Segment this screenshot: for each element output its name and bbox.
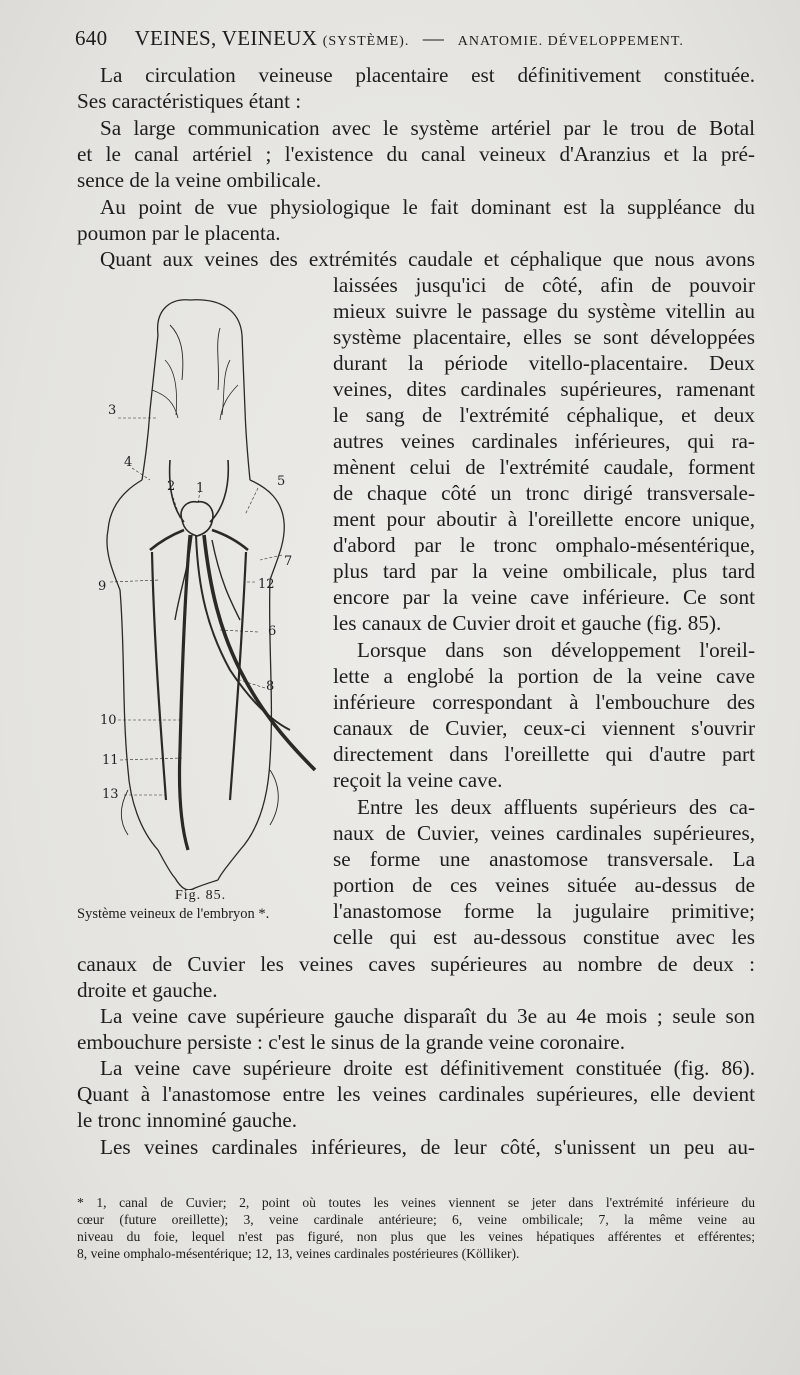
footnote-line: 8, veine omphalo-mésentérique; 12, 13, veines cardinales postérieures (Kölliker).: [77, 1246, 520, 1261]
text-line: inférieure correspondant à l'embouchure des: [333, 690, 755, 714]
text-line: droite et gauche.: [77, 978, 218, 1002]
figure-label: 9: [98, 579, 107, 594]
figure-label: 3: [108, 403, 117, 418]
header-title: VEINES, VEINEUX: [134, 26, 318, 50]
text-line: portion de ces veines située au-dessus de: [333, 873, 755, 897]
text-line: reçoit la veine cave.: [333, 768, 503, 792]
figure-label: 2: [167, 479, 176, 494]
figure-label: 4: [124, 455, 133, 470]
figure-caption: Système veineux de l'embryon *.: [77, 906, 270, 922]
text-line: système placentaire, elles se sont développées: [333, 325, 755, 349]
text-line: de chaque côté un tronc dirigé transversale-: [333, 481, 755, 505]
footnote-line: * 1, canal de Cuvier; 2, point où toutes les veines viennent se jeter dans l'extrémité inférieure du: [77, 1195, 755, 1210]
figure-label: 5: [277, 474, 286, 489]
figure-label: 12: [258, 577, 275, 592]
text-line: Quant à l'anastomose entre les veines cardinales supérieures, elle devient: [77, 1082, 755, 1106]
text-line: La veine cave supérieure droite est définitivement constituée (fig. 86).: [100, 1056, 755, 1080]
figure-label: 8: [266, 679, 275, 694]
text-line: Sa large communication avec le système artériel par le trou de Botal: [100, 116, 755, 140]
text-line: le sang de l'extrémité céphalique, et deux: [333, 403, 755, 427]
figure-label: 6: [268, 624, 277, 639]
text-line: embouchure persiste : c'est le sinus de la grande veine coronaire.: [77, 1030, 626, 1054]
text-line: le tronc innominé gauche.: [77, 1108, 298, 1132]
text-line: canaux de Cuvier, ceux-ci viennent s'ouvrir: [333, 716, 755, 740]
text-line: Entre les deux affluents supérieurs des ca-: [357, 795, 755, 819]
text-line: autres veines cardinales inférieures, qui ra-: [333, 429, 755, 453]
figure-label: 13: [102, 787, 119, 802]
header-section: ANATOMIE. DÉVELOPPEMENT.: [457, 34, 684, 49]
text-line: canaux de Cuvier les veines caves supérieures au nombre de deux :: [77, 952, 755, 976]
text-line: durant la période vitello-placentaire. Deux: [333, 351, 755, 375]
text-line: encore par la veine cave inférieure. Ce sont: [333, 585, 755, 609]
text-line: poumon par le placenta.: [77, 221, 281, 245]
text-line: La veine cave supérieure gauche disparaît du 3e au 4e mois ; seule son: [100, 1004, 755, 1028]
text-line: veines, dites cardinales supérieures, ramenant: [333, 377, 755, 401]
text-line: lette a englobé la portion de la veine cave: [333, 664, 755, 688]
text-line: Quant aux veines des extrémités caudale et céphalique que nous avons: [100, 247, 755, 271]
footnote-line: niveau du foie, lequel n'est pas figuré, non plus que les veines hépatiques afférentes et efférentes;: [77, 1229, 755, 1244]
text-line: mènent celui de l'extrémité caudale, forment: [333, 455, 755, 479]
text-line: laissées jusqu'ici de côté, afin de pouvoir: [333, 273, 755, 297]
text-line: celle qui est au-dessous constitue avec les: [333, 925, 755, 949]
text-line: La circulation veineuse placentaire est définitivement constituée.: [100, 63, 755, 87]
text-line: naux de Cuvier, veines cardinales supérieures,: [333, 821, 755, 845]
header-system: (SYSTÈME).: [322, 34, 410, 49]
text-line: Au point de vue physiologique le fait dominant est la suppléance du: [100, 195, 755, 219]
text-line: plus tard par la veine ombilicale, plus tard: [333, 559, 755, 583]
page-number: 640: [75, 26, 108, 50]
text-line: Lorsque dans son développement l'oreil-: [357, 638, 755, 662]
header-dash: —: [422, 26, 445, 50]
text-line: directement dans l'oreillette qui d'autre part: [333, 742, 755, 766]
figure-title: Fig. 85.: [175, 888, 227, 903]
figure-label: 10: [100, 713, 117, 728]
text-line: mieux suivre le passage du système vitellin au: [333, 299, 755, 323]
figure-label: 1: [196, 481, 205, 496]
text-line: et le canal artériel ; l'existence du canal veineux d'Aranzius et la pré-: [77, 142, 755, 166]
footnote-line: cœur (future oreillette); 3, veine cardinale antérieure; 6, veine ombilicale; 7, la même veine au: [77, 1212, 755, 1227]
text-line: se forme une anastomose transversale. La: [333, 847, 755, 871]
text-line: sence de la veine ombilicale.: [77, 168, 322, 192]
figure-label: 7: [284, 554, 293, 569]
running-header: [75, 26, 755, 51]
text-line: d'abord par le tronc omphalo-mésentérique,: [333, 533, 755, 557]
text-line: l'anastomose forme la jugulaire primitive;: [333, 899, 755, 923]
text-line: Les veines cardinales inférieures, de leur côté, s'unissent un peu au-: [100, 1135, 755, 1159]
text-line: Ses caractéristiques étant :: [77, 89, 302, 113]
text-line: les canaux de Cuvier droit et gauche (fig. 85).: [333, 611, 722, 635]
embryo-venous-figure: [70, 290, 330, 890]
text-line: ment pour aboutir à l'oreillette encore unique,: [333, 507, 755, 531]
figure-label: 11: [102, 753, 119, 768]
